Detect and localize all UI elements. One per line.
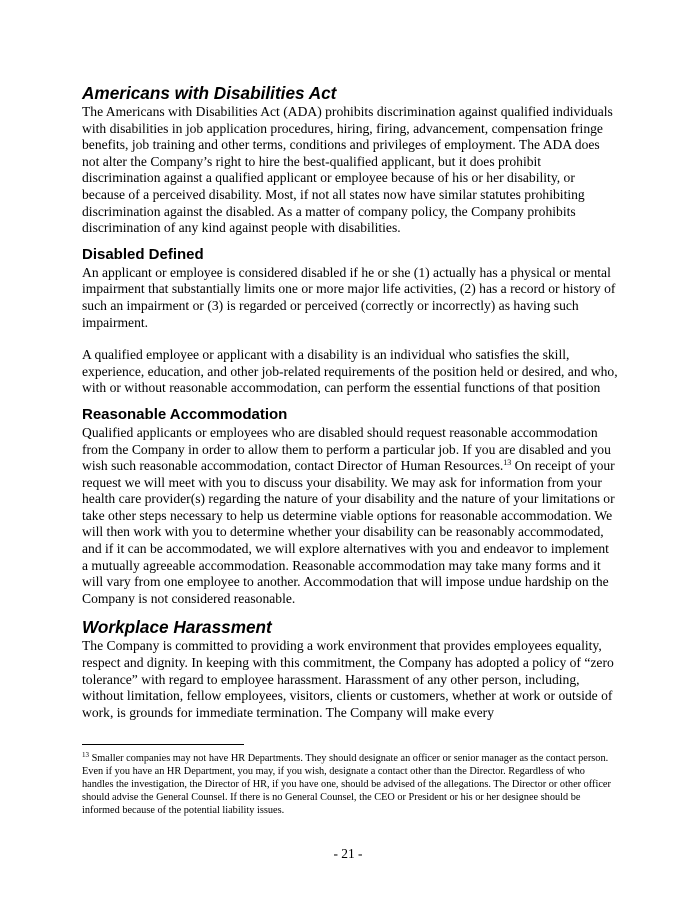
page-body	[82, 83, 618, 721]
accommodation-text-part2: On receipt of your request we will meet with you to discuss your disability. We may ask for information from your health care provider(s) regarding the nature of your disability and the nature of your limitations or take other steps necessary to help us determine viable options for reasonable accommodation. We will then work with you to determine whether your disability can be reasonably accommodated, and if it can be accommodated, we will explore alternatives with you and endeavor to implement a mutually agreeable accommodation. Reasonable accommodation may take many forms and it will vary from one employee to another. Accommodation that will impose undue hardship on the Company is not considered reasonable.	[82, 458, 615, 606]
footnote-divider	[82, 744, 244, 745]
heading-disabled-defined: Disabled Defined	[82, 245, 204, 263]
paragraph-workplace-harassment: The Company is committed to providing a work environment that provides employees equality, respect and dignity. In keeping with this commitment, the Company has adopted a policy of “zero tolerance” with regard to employee harassment. Harassment of any other person, including, without limitation, fellow employees, visitors, clients or customers, whether at work or outside of work, is grounds for immediate termination. The Company will make every	[82, 638, 614, 720]
paragraph-disabled-defined-2: A qualified employee or applicant with a disability is an individual who satisfies the skill, experience, education, and other job-related requirements of the position held or desired, and who, with or without reasonable accommodation, can perform the essential functions of that position	[82, 347, 618, 396]
paragraph-reasonable-accommodation	[82, 425, 618, 608]
heading-workplace-harassment: Workplace Harassment	[82, 617, 272, 638]
footnote-text: Smaller companies may not have HR Departments. They should designate an officer or senior manager as the contact person. Even if you have an HR Department, you may, if you wish, designate a contact other than the Director. Regardless of who handles the investigation, the Director of HR, if you have one, should be advised of the allegations. The Director or other officer should advise the General Counsel. If there is no General Counsel, the CEO or President or his or her designee should be informed because of the potential liability issues.	[82, 753, 611, 816]
page-number: - 21 -	[333, 846, 363, 861]
accommodation-text-part1: Qualified applicants or employees who are disabled should request reasonable accommodation from the Company in order to allow them to perform a particular job. If you are disabled and you wish such reasonable accommodation, contact Director of Human Resources.	[82, 424, 611, 474]
heading-americans-with-disabilities-act: Americans with Disabilities Act	[82, 83, 337, 103]
paragraph-ada: The Americans with Disabilities Act (ADA) prohibits discrimination against qualified individuals with disabilities in job application procedures, hiring, firing, advancement, compensation fringe benefits, job training and other terms, conditions and privileges of employment. The ADA does not alter the Company’s right to hire the best-qualified applicant, but it does prohibit discrimination against a qualified applicant or employee because of his or her disability, or because of a perceived disability. Most, if not all states now have similar statutes prohibiting discrimination against the disabled. As a matter of company policy, the Company prohibits discrimination of any kind against people with disabilities.	[82, 104, 613, 236]
footnote-reference[interactable]: 13	[503, 458, 512, 468]
footnote-number: 13	[82, 751, 89, 759]
footnote	[82, 752, 618, 817]
heading-reasonable-accommodation: Reasonable Accommodation	[82, 405, 288, 423]
paragraph-disabled-defined-1: An applicant or employee is considered disabled if he or she (1) actually has a physical or mental impairment that substantially limits one or more major life activities, (2) has a record or history of such an impairment or (3) is regarded or perceived (correctly or incorrectly) as having such impairment.	[82, 264, 616, 330]
